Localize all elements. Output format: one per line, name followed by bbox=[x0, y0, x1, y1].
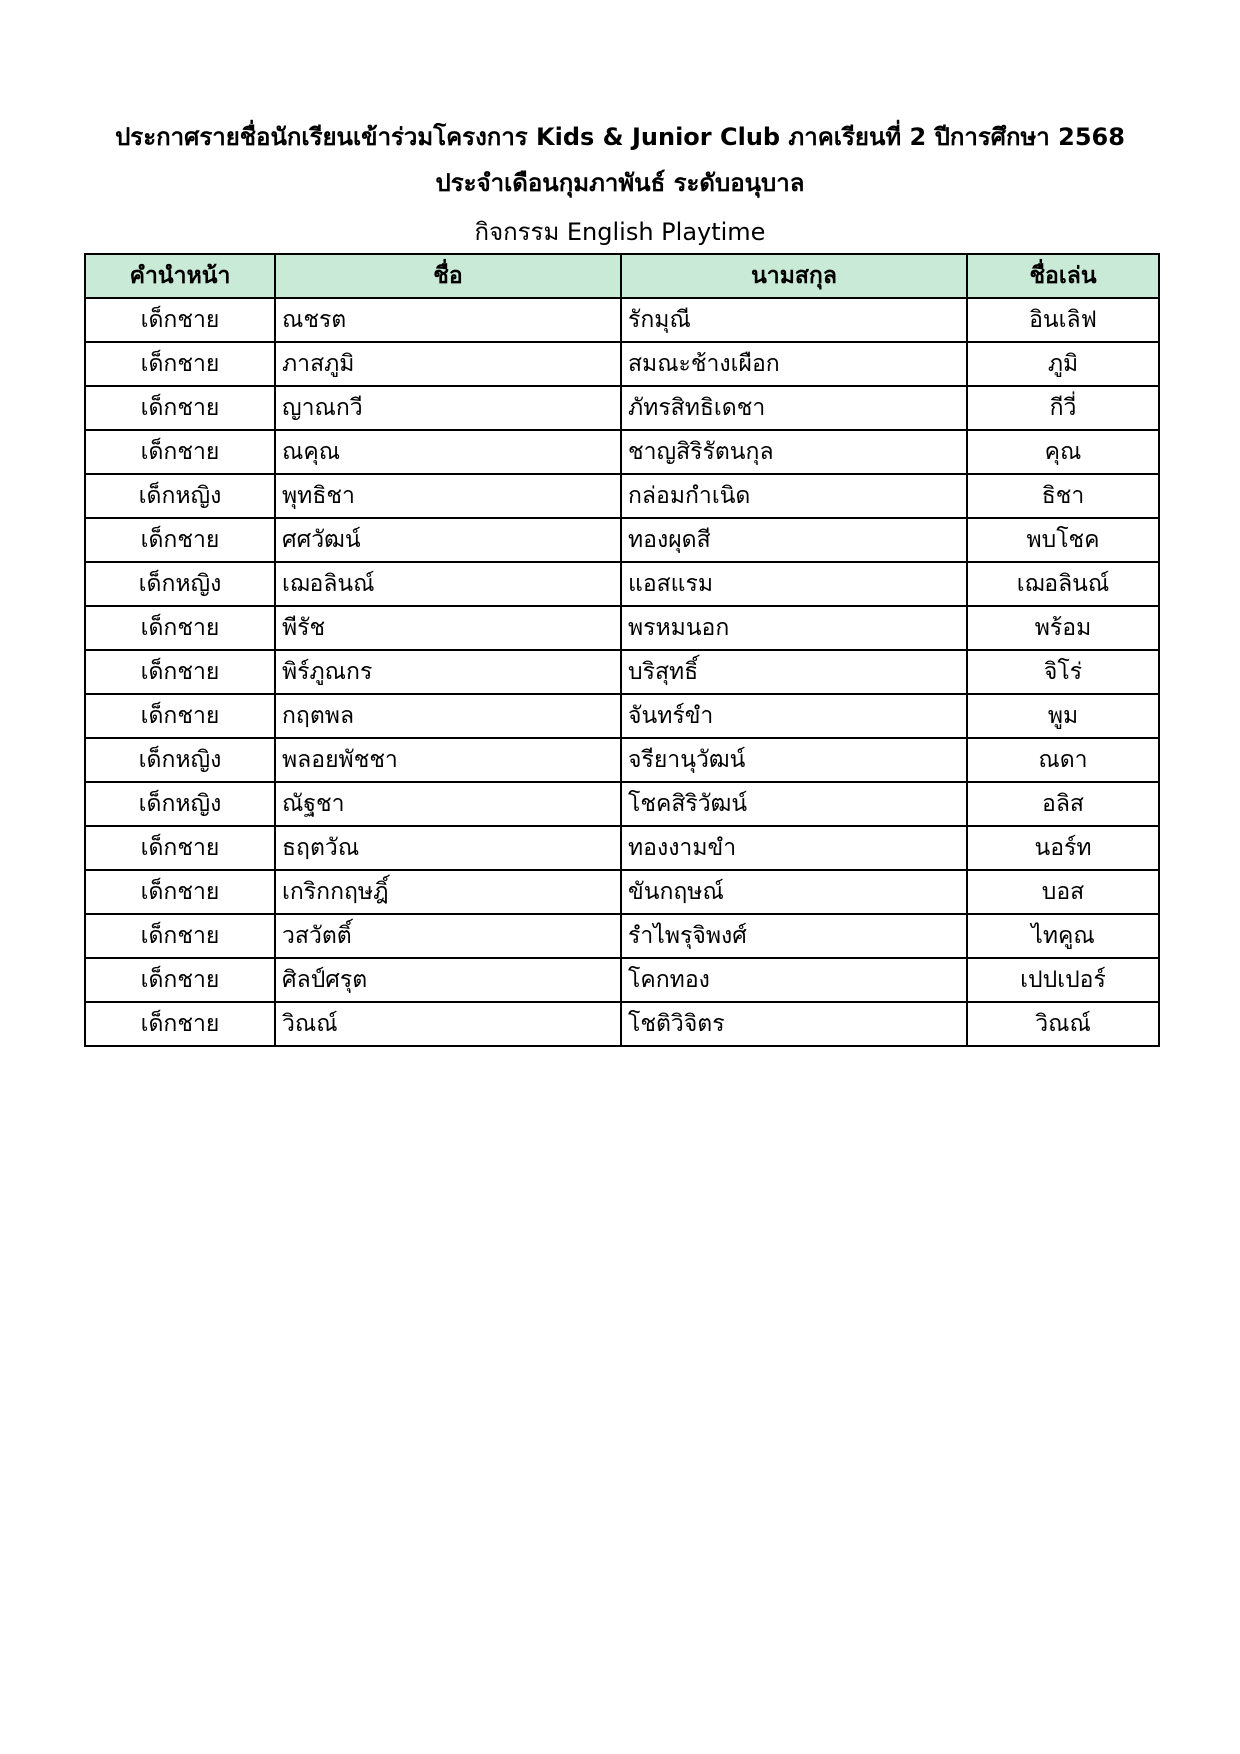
prefix-cell: เด็กชาย bbox=[85, 914, 275, 958]
nickname-cell: ณดา bbox=[967, 738, 1159, 782]
last-name-cell: ทองผุดสี bbox=[621, 518, 967, 562]
last-name-cell: สมณะช้างเผือก bbox=[621, 342, 967, 386]
nickname-cell: พร้อม bbox=[967, 606, 1159, 650]
prefix-cell: เด็กชาย bbox=[85, 958, 275, 1002]
column-header-nickname: ชื่อเล่น bbox=[967, 254, 1159, 298]
prefix-cell: เด็กชาย bbox=[85, 518, 275, 562]
announcement-subtitle: ประจำเดือนกุมภาพันธ์ ระดับอนุบาล bbox=[435, 169, 805, 197]
last-name-cell: ขันกฤษณ์ bbox=[621, 870, 967, 914]
prefix-cell: เด็กชาย bbox=[85, 694, 275, 738]
table-row bbox=[85, 870, 1159, 914]
nickname-cell: เปปเปอร์ bbox=[967, 958, 1159, 1002]
nickname-cell: ธิชา bbox=[967, 474, 1159, 518]
nickname-cell: ไทคูณ bbox=[967, 914, 1159, 958]
first-name-cell: ศิลป์ศรุต bbox=[275, 958, 621, 1002]
first-name-cell: ญาณกวี bbox=[275, 386, 621, 430]
table-row bbox=[85, 694, 1159, 738]
first-name-cell: ณชรต bbox=[275, 298, 621, 342]
prefix-cell: เด็กหญิง bbox=[85, 474, 275, 518]
first-name-cell: พลอยพัชชา bbox=[275, 738, 621, 782]
nickname-cell: กีวี่ bbox=[967, 386, 1159, 430]
table-row bbox=[85, 562, 1159, 606]
nickname-cell: คุณ bbox=[967, 430, 1159, 474]
nickname-cell: อลิส bbox=[967, 782, 1159, 826]
first-name-cell: ณคุณ bbox=[275, 430, 621, 474]
nickname-cell: บอส bbox=[967, 870, 1159, 914]
prefix-cell: เด็กหญิง bbox=[85, 562, 275, 606]
prefix-cell: เด็กชาย bbox=[85, 298, 275, 342]
first-name-cell: วสวัตติ์ bbox=[275, 914, 621, 958]
prefix-cell: เด็กชาย bbox=[85, 870, 275, 914]
prefix-cell: เด็กชาย bbox=[85, 386, 275, 430]
table-row bbox=[85, 958, 1159, 1002]
last-name-cell: ชาญสิริรัตนกุล bbox=[621, 430, 967, 474]
table-body bbox=[85, 298, 1159, 1046]
table-row bbox=[85, 518, 1159, 562]
nickname-cell: จิโร่ bbox=[967, 650, 1159, 694]
last-name-cell: บริสุทธิ์ bbox=[621, 650, 967, 694]
table-row bbox=[85, 826, 1159, 870]
table-row bbox=[85, 342, 1159, 386]
first-name-cell: พีรัช bbox=[275, 606, 621, 650]
prefix-cell: เด็กชาย bbox=[85, 430, 275, 474]
table-row bbox=[85, 386, 1159, 430]
prefix-cell: เด็กชาย bbox=[85, 1002, 275, 1046]
first-name-cell: ภาสภูมิ bbox=[275, 342, 621, 386]
table-row bbox=[85, 650, 1159, 694]
column-header-last-name: นามสกุล bbox=[621, 254, 967, 298]
column-header-first-name: ชื่อ bbox=[275, 254, 621, 298]
nickname-cell: นอร์ท bbox=[967, 826, 1159, 870]
last-name-cell: ภัทรสิทธิเดชา bbox=[621, 386, 967, 430]
table-row bbox=[85, 606, 1159, 650]
table-row bbox=[85, 430, 1159, 474]
table-row bbox=[85, 298, 1159, 342]
first-name-cell: พิร์ภูณกร bbox=[275, 650, 621, 694]
nickname-cell: ภูมิ bbox=[967, 342, 1159, 386]
last-name-cell: แอสแรม bbox=[621, 562, 967, 606]
activity-title: กิจกรรม English Playtime bbox=[474, 218, 766, 246]
nickname-cell: อินเลิฟ bbox=[967, 298, 1159, 342]
first-name-cell: กฤตพล bbox=[275, 694, 621, 738]
nickname-cell: พบโชค bbox=[967, 518, 1159, 562]
prefix-cell: เด็กชาย bbox=[85, 650, 275, 694]
table-row bbox=[85, 914, 1159, 958]
table-row bbox=[85, 738, 1159, 782]
first-name-cell: ศศวัฒน์ bbox=[275, 518, 621, 562]
table-header-row bbox=[85, 254, 1159, 298]
prefix-cell: เด็กหญิง bbox=[85, 738, 275, 782]
prefix-cell: เด็กชาย bbox=[85, 342, 275, 386]
first-name-cell: ณัฐชา bbox=[275, 782, 621, 826]
last-name-cell: กล่อมกำเนิด bbox=[621, 474, 967, 518]
student-roster-table bbox=[84, 253, 1160, 1047]
announcement-title: ประกาศรายชื่อนักเรียนเข้าร่วมโครงการ Kids & Junior Club ภาคเรียนที่ 2 ปีการศึกษา 2568 bbox=[115, 123, 1125, 151]
first-name-cell: พุทธิชา bbox=[275, 474, 621, 518]
first-name-cell: เกริกกฤษฎิ์ bbox=[275, 870, 621, 914]
table-row bbox=[85, 474, 1159, 518]
nickname-cell: เฌอลินณ์ bbox=[967, 562, 1159, 606]
column-header-prefix: คำนำหน้า bbox=[85, 254, 275, 298]
last-name-cell: โชติวิจิตร bbox=[621, 1002, 967, 1046]
last-name-cell: จันทร์ขำ bbox=[621, 694, 967, 738]
nickname-cell: พูม bbox=[967, 694, 1159, 738]
first-name-cell: ธฤตวัณ bbox=[275, 826, 621, 870]
first-name-cell: เฌอลินณ์ bbox=[275, 562, 621, 606]
last-name-cell: จรียานุวัฒน์ bbox=[621, 738, 967, 782]
first-name-cell: วิณณ์ bbox=[275, 1002, 621, 1046]
nickname-cell: วิณณ์ bbox=[967, 1002, 1159, 1046]
table-row bbox=[85, 1002, 1159, 1046]
prefix-cell: เด็กชาย bbox=[85, 826, 275, 870]
last-name-cell: รักมุณี bbox=[621, 298, 967, 342]
last-name-cell: รำไพรุจิพงศ์ bbox=[621, 914, 967, 958]
last-name-cell: ทองงามขำ bbox=[621, 826, 967, 870]
prefix-cell: เด็กชาย bbox=[85, 606, 275, 650]
prefix-cell: เด็กหญิง bbox=[85, 782, 275, 826]
table-row bbox=[85, 782, 1159, 826]
last-name-cell: โชคสิริวัฒน์ bbox=[621, 782, 967, 826]
last-name-cell: โคกทอง bbox=[621, 958, 967, 1002]
last-name-cell: พรหมนอก bbox=[621, 606, 967, 650]
